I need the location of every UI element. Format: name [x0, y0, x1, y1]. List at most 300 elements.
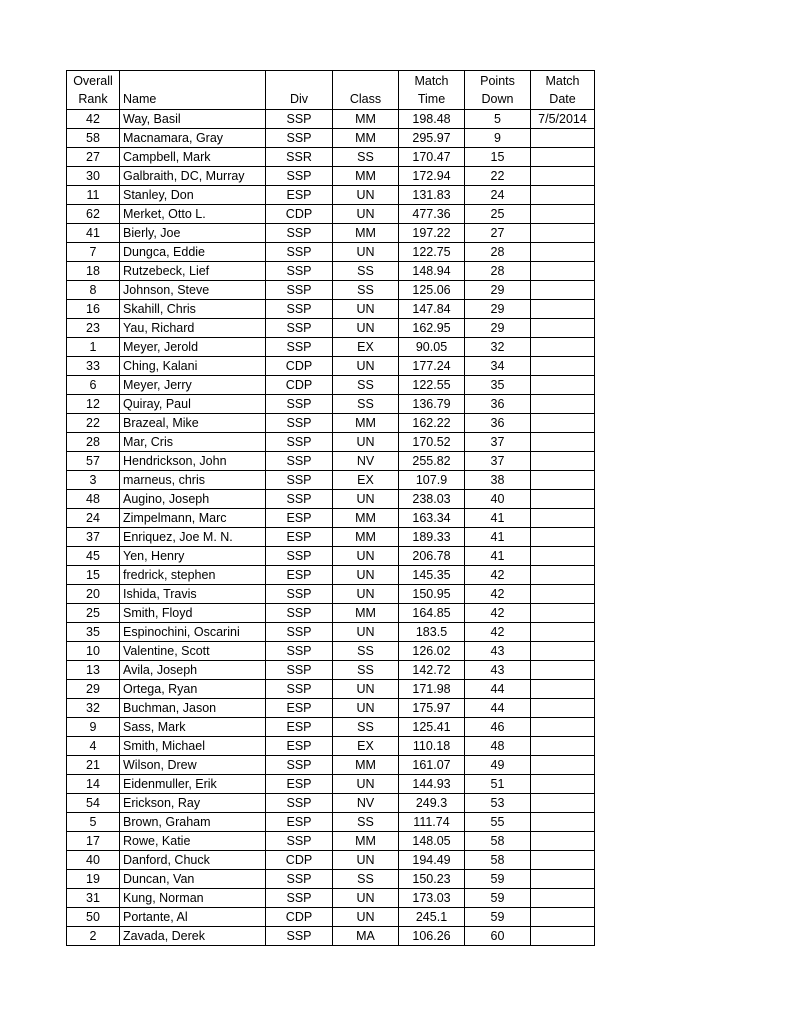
table-header	[67, 71, 595, 110]
cell-points-down: 9	[465, 129, 531, 148]
cell-match-date	[531, 509, 595, 528]
cell-match-time: 245.1	[399, 908, 465, 927]
cell-match-time: 136.79	[399, 395, 465, 414]
table-row	[67, 414, 595, 433]
cell-match-time: 125.41	[399, 718, 465, 737]
cell-name: Erickson, Ray	[120, 794, 266, 813]
cell-points-down: 24	[465, 186, 531, 205]
cell-match-time: 194.49	[399, 851, 465, 870]
cell-div: SSP	[266, 110, 333, 129]
cell-match-time: 162.95	[399, 319, 465, 338]
cell-rank: 32	[67, 699, 120, 718]
cell-name: Macnamara, Gray	[120, 129, 266, 148]
table-row	[67, 908, 595, 927]
cell-match-date	[531, 680, 595, 699]
cell-rank: 17	[67, 832, 120, 851]
cell-name: Mar, Cris	[120, 433, 266, 452]
table-row	[67, 186, 595, 205]
cell-points-down: 42	[465, 623, 531, 642]
cell-rank: 31	[67, 889, 120, 908]
cell-name: Eidenmuller, Erik	[120, 775, 266, 794]
cell-match-time: 238.03	[399, 490, 465, 509]
cell-points-down: 46	[465, 718, 531, 737]
cell-class: UN	[333, 585, 399, 604]
cell-match-time: 198.48	[399, 110, 465, 129]
cell-match-time: 206.78	[399, 547, 465, 566]
cell-class: SS	[333, 376, 399, 395]
cell-match-date	[531, 661, 595, 680]
cell-match-date	[531, 832, 595, 851]
cell-match-time: 111.74	[399, 813, 465, 832]
cell-class: MM	[333, 414, 399, 433]
cell-rank: 5	[67, 813, 120, 832]
cell-match-date	[531, 167, 595, 186]
cell-name: Buchman, Jason	[120, 699, 266, 718]
cell-rank: 18	[67, 262, 120, 281]
cell-points-down: 37	[465, 452, 531, 471]
cell-points-down: 49	[465, 756, 531, 775]
cell-points-down: 53	[465, 794, 531, 813]
cell-name: Brown, Graham	[120, 813, 266, 832]
header-div	[266, 71, 333, 110]
cell-match-time: 477.36	[399, 205, 465, 224]
cell-name: Brazeal, Mike	[120, 414, 266, 433]
cell-rank: 33	[67, 357, 120, 376]
cell-class: SS	[333, 281, 399, 300]
cell-match-time: 171.98	[399, 680, 465, 699]
cell-rank: 2	[67, 927, 120, 946]
cell-rank: 25	[67, 604, 120, 623]
cell-name: Avila, Joseph	[120, 661, 266, 680]
cell-div: SSP	[266, 547, 333, 566]
cell-class: UN	[333, 889, 399, 908]
cell-class: MM	[333, 224, 399, 243]
header-row	[67, 71, 595, 110]
cell-match-time: 106.26	[399, 927, 465, 946]
cell-rank: 15	[67, 566, 120, 585]
table-row	[67, 319, 595, 338]
cell-points-down: 55	[465, 813, 531, 832]
cell-div: CDP	[266, 851, 333, 870]
cell-match-date	[531, 927, 595, 946]
cell-class: SS	[333, 718, 399, 737]
table-row	[67, 205, 595, 224]
cell-match-date	[531, 547, 595, 566]
header-class-label: Class	[349, 92, 382, 106]
cell-rank: 6	[67, 376, 120, 395]
cell-class: UN	[333, 433, 399, 452]
table-row	[67, 680, 595, 699]
cell-name: Augino, Joseph	[120, 490, 266, 509]
cell-div: SSP	[266, 756, 333, 775]
cell-div: ESP	[266, 528, 333, 547]
cell-class: UN	[333, 186, 399, 205]
cell-rank: 37	[67, 528, 120, 547]
cell-rank: 3	[67, 471, 120, 490]
header-overall-rank-line2: Rank	[78, 92, 108, 106]
cell-name: Yen, Henry	[120, 547, 266, 566]
cell-name: Way, Basil	[120, 110, 266, 129]
table-row	[67, 566, 595, 585]
cell-div: SSP	[266, 167, 333, 186]
cell-div: ESP	[266, 813, 333, 832]
cell-rank: 48	[67, 490, 120, 509]
cell-match-date	[531, 585, 595, 604]
cell-div: SSP	[266, 471, 333, 490]
cell-class: UN	[333, 357, 399, 376]
cell-class: UN	[333, 623, 399, 642]
cell-rank: 13	[67, 661, 120, 680]
cell-match-date	[531, 851, 595, 870]
table-row	[67, 547, 595, 566]
cell-name: Espinochini, Oscarini	[120, 623, 266, 642]
cell-class: MM	[333, 832, 399, 851]
cell-points-down: 27	[465, 224, 531, 243]
cell-match-time: 164.85	[399, 604, 465, 623]
cell-class: SS	[333, 661, 399, 680]
cell-class: UN	[333, 243, 399, 262]
cell-name: Galbraith, DC, Murray	[120, 167, 266, 186]
cell-rank: 9	[67, 718, 120, 737]
cell-rank: 20	[67, 585, 120, 604]
cell-rank: 27	[67, 148, 120, 167]
cell-div: ESP	[266, 186, 333, 205]
cell-rank: 30	[67, 167, 120, 186]
cell-rank: 58	[67, 129, 120, 148]
cell-match-date	[531, 357, 595, 376]
cell-name: Rowe, Katie	[120, 832, 266, 851]
cell-points-down: 43	[465, 642, 531, 661]
cell-name: Johnson, Steve	[120, 281, 266, 300]
cell-match-time: 142.72	[399, 661, 465, 680]
cell-points-down: 59	[465, 889, 531, 908]
cell-div: SSP	[266, 794, 333, 813]
table-row	[67, 699, 595, 718]
cell-rank: 41	[67, 224, 120, 243]
cell-class: NV	[333, 794, 399, 813]
cell-match-date	[531, 262, 595, 281]
cell-match-date	[531, 794, 595, 813]
cell-class: SS	[333, 813, 399, 832]
cell-points-down: 58	[465, 851, 531, 870]
cell-div: SSP	[266, 623, 333, 642]
cell-match-date	[531, 414, 595, 433]
cell-rank: 8	[67, 281, 120, 300]
table-row	[67, 623, 595, 642]
cell-div: SSP	[266, 832, 333, 851]
cell-points-down: 35	[465, 376, 531, 395]
cell-match-date	[531, 433, 595, 452]
cell-match-date	[531, 566, 595, 585]
cell-points-down: 29	[465, 319, 531, 338]
cell-div: SSP	[266, 338, 333, 357]
cell-div: ESP	[266, 718, 333, 737]
header-overall-rank-line1: Overall	[73, 74, 113, 88]
cell-match-time: 255.82	[399, 452, 465, 471]
header-points-down	[465, 71, 531, 110]
cell-points-down: 41	[465, 509, 531, 528]
cell-name: Valentine, Scott	[120, 642, 266, 661]
cell-points-down: 48	[465, 737, 531, 756]
cell-points-down: 41	[465, 528, 531, 547]
cell-name: Wilson, Drew	[120, 756, 266, 775]
cell-div: ESP	[266, 737, 333, 756]
cell-points-down: 37	[465, 433, 531, 452]
cell-div: SSP	[266, 281, 333, 300]
cell-match-date	[531, 224, 595, 243]
cell-div: ESP	[266, 775, 333, 794]
cell-name: Zavada, Derek	[120, 927, 266, 946]
cell-div: SSP	[266, 585, 333, 604]
cell-match-time: 148.05	[399, 832, 465, 851]
cell-name: Portante, Al	[120, 908, 266, 927]
cell-points-down: 32	[465, 338, 531, 357]
cell-div: SSP	[266, 300, 333, 319]
cell-name: Skahill, Chris	[120, 300, 266, 319]
cell-div: SSP	[266, 395, 333, 414]
cell-match-time: 197.22	[399, 224, 465, 243]
cell-div: SSP	[266, 319, 333, 338]
cell-match-time: 183.5	[399, 623, 465, 642]
cell-match-time: 122.55	[399, 376, 465, 395]
table-row	[67, 471, 595, 490]
cell-class: MA	[333, 927, 399, 946]
cell-rank: 14	[67, 775, 120, 794]
cell-points-down: 36	[465, 395, 531, 414]
cell-points-down: 38	[465, 471, 531, 490]
cell-match-date	[531, 699, 595, 718]
table-row	[67, 585, 595, 604]
cell-match-time: 175.97	[399, 699, 465, 718]
cell-points-down: 29	[465, 281, 531, 300]
table-row	[67, 870, 595, 889]
cell-name: Ortega, Ryan	[120, 680, 266, 699]
cell-rank: 10	[67, 642, 120, 661]
cell-div: CDP	[266, 205, 333, 224]
cell-match-time: 150.95	[399, 585, 465, 604]
cell-points-down: 22	[465, 167, 531, 186]
cell-match-date	[531, 205, 595, 224]
table-row	[67, 642, 595, 661]
cell-match-time: 148.94	[399, 262, 465, 281]
header-overall-rank	[67, 71, 120, 110]
cell-rank: 57	[67, 452, 120, 471]
cell-match-time: 172.94	[399, 167, 465, 186]
cell-name: Sass, Mark	[120, 718, 266, 737]
cell-match-date	[531, 908, 595, 927]
table-row	[67, 224, 595, 243]
header-match-time-line1: Match	[414, 74, 449, 88]
cell-class: UN	[333, 547, 399, 566]
header-name-label: Name	[123, 92, 157, 106]
cell-rank: 11	[67, 186, 120, 205]
cell-div: ESP	[266, 699, 333, 718]
table-row	[67, 357, 595, 376]
cell-name: Dungca, Eddie	[120, 243, 266, 262]
cell-class: MM	[333, 756, 399, 775]
cell-match-date	[531, 718, 595, 737]
cell-points-down: 34	[465, 357, 531, 376]
cell-rank: 24	[67, 509, 120, 528]
cell-div: SSR	[266, 148, 333, 167]
cell-rank: 45	[67, 547, 120, 566]
cell-name: Danford, Chuck	[120, 851, 266, 870]
cell-points-down: 42	[465, 585, 531, 604]
table-row	[67, 794, 595, 813]
cell-match-time: 122.75	[399, 243, 465, 262]
cell-name: Kung, Norman	[120, 889, 266, 908]
table-row	[67, 509, 595, 528]
table-row	[67, 604, 595, 623]
cell-points-down: 44	[465, 680, 531, 699]
cell-rank: 40	[67, 851, 120, 870]
cell-rank: 21	[67, 756, 120, 775]
cell-rank: 16	[67, 300, 120, 319]
table-row	[67, 661, 595, 680]
header-match-time-line2: Time	[417, 92, 446, 106]
cell-points-down: 60	[465, 927, 531, 946]
cell-name: Ishida, Travis	[120, 585, 266, 604]
cell-match-time: 126.02	[399, 642, 465, 661]
results-table	[66, 70, 595, 946]
cell-div: SSP	[266, 262, 333, 281]
cell-match-date	[531, 604, 595, 623]
cell-match-date: 7/5/2014	[531, 110, 595, 129]
cell-match-date	[531, 490, 595, 509]
cell-name: Bierly, Joe	[120, 224, 266, 243]
table-row	[67, 281, 595, 300]
cell-class: MM	[333, 604, 399, 623]
cell-class: EX	[333, 338, 399, 357]
cell-points-down: 5	[465, 110, 531, 129]
table-row	[67, 775, 595, 794]
table-row	[67, 813, 595, 832]
cell-match-time: 189.33	[399, 528, 465, 547]
cell-points-down: 59	[465, 908, 531, 927]
cell-match-date	[531, 319, 595, 338]
cell-name: Enriquez, Joe M. N.	[120, 528, 266, 547]
cell-rank: 50	[67, 908, 120, 927]
cell-div: SSP	[266, 642, 333, 661]
table-row	[67, 110, 595, 129]
cell-match-date	[531, 376, 595, 395]
cell-match-date	[531, 775, 595, 794]
cell-points-down: 40	[465, 490, 531, 509]
cell-div: SSP	[266, 224, 333, 243]
cell-match-time: 163.34	[399, 509, 465, 528]
cell-points-down: 41	[465, 547, 531, 566]
cell-match-date	[531, 528, 595, 547]
cell-match-time: 173.03	[399, 889, 465, 908]
header-class	[333, 71, 399, 110]
cell-div: SSP	[266, 490, 333, 509]
cell-class: MM	[333, 528, 399, 547]
cell-match-date	[531, 186, 595, 205]
cell-div: SSP	[266, 129, 333, 148]
cell-div: SSP	[266, 927, 333, 946]
cell-points-down: 42	[465, 566, 531, 585]
cell-class: EX	[333, 737, 399, 756]
cell-class: UN	[333, 851, 399, 870]
cell-rank: 4	[67, 737, 120, 756]
cell-points-down: 59	[465, 870, 531, 889]
cell-rank: 28	[67, 433, 120, 452]
header-match-date-line2: Date	[549, 92, 576, 106]
cell-name: marneus, chris	[120, 471, 266, 490]
header-name	[120, 71, 266, 110]
cell-match-date	[531, 756, 595, 775]
cell-name: Rutzebeck, Lief	[120, 262, 266, 281]
cell-class: SS	[333, 262, 399, 281]
table-row	[67, 927, 595, 946]
cell-name: Stanley, Don	[120, 186, 266, 205]
cell-match-date	[531, 737, 595, 756]
cell-name: Quiray, Paul	[120, 395, 266, 414]
cell-class: UN	[333, 680, 399, 699]
cell-rank: 12	[67, 395, 120, 414]
cell-points-down: 51	[465, 775, 531, 794]
cell-match-time: 144.93	[399, 775, 465, 794]
cell-class: UN	[333, 490, 399, 509]
cell-class: SS	[333, 395, 399, 414]
cell-class: EX	[333, 471, 399, 490]
cell-name: Smith, Floyd	[120, 604, 266, 623]
cell-match-time: 295.97	[399, 129, 465, 148]
table-row	[67, 167, 595, 186]
cell-rank: 1	[67, 338, 120, 357]
cell-class: UN	[333, 205, 399, 224]
cell-rank: 54	[67, 794, 120, 813]
cell-rank: 22	[67, 414, 120, 433]
cell-div: CDP	[266, 357, 333, 376]
cell-div: SSP	[266, 661, 333, 680]
cell-div: CDP	[266, 908, 333, 927]
cell-class: UN	[333, 775, 399, 794]
header-points-down-line1: Points	[480, 74, 515, 88]
cell-match-time: 249.3	[399, 794, 465, 813]
cell-points-down: 15	[465, 148, 531, 167]
cell-match-time: 90.05	[399, 338, 465, 357]
header-points-down-line2: Down	[481, 92, 514, 106]
cell-name: Duncan, Van	[120, 870, 266, 889]
cell-name: fredrick, stephen	[120, 566, 266, 585]
cell-points-down: 44	[465, 699, 531, 718]
cell-rank: 23	[67, 319, 120, 338]
cell-class: UN	[333, 699, 399, 718]
cell-match-time: 147.84	[399, 300, 465, 319]
table-row	[67, 338, 595, 357]
cell-div: SSP	[266, 889, 333, 908]
cell-match-date	[531, 870, 595, 889]
cell-rank: 35	[67, 623, 120, 642]
cell-rank: 42	[67, 110, 120, 129]
cell-class: SS	[333, 870, 399, 889]
cell-match-time: 145.35	[399, 566, 465, 585]
cell-div: ESP	[266, 566, 333, 585]
cell-points-down: 36	[465, 414, 531, 433]
cell-match-time: 107.9	[399, 471, 465, 490]
cell-div: SSP	[266, 604, 333, 623]
cell-class: UN	[333, 319, 399, 338]
cell-class: UN	[333, 566, 399, 585]
table-row	[67, 395, 595, 414]
cell-class: MM	[333, 129, 399, 148]
cell-name: Merket, Otto L.	[120, 205, 266, 224]
cell-points-down: 28	[465, 243, 531, 262]
cell-class: UN	[333, 908, 399, 927]
header-match-date	[531, 71, 595, 110]
cell-div: SSP	[266, 243, 333, 262]
